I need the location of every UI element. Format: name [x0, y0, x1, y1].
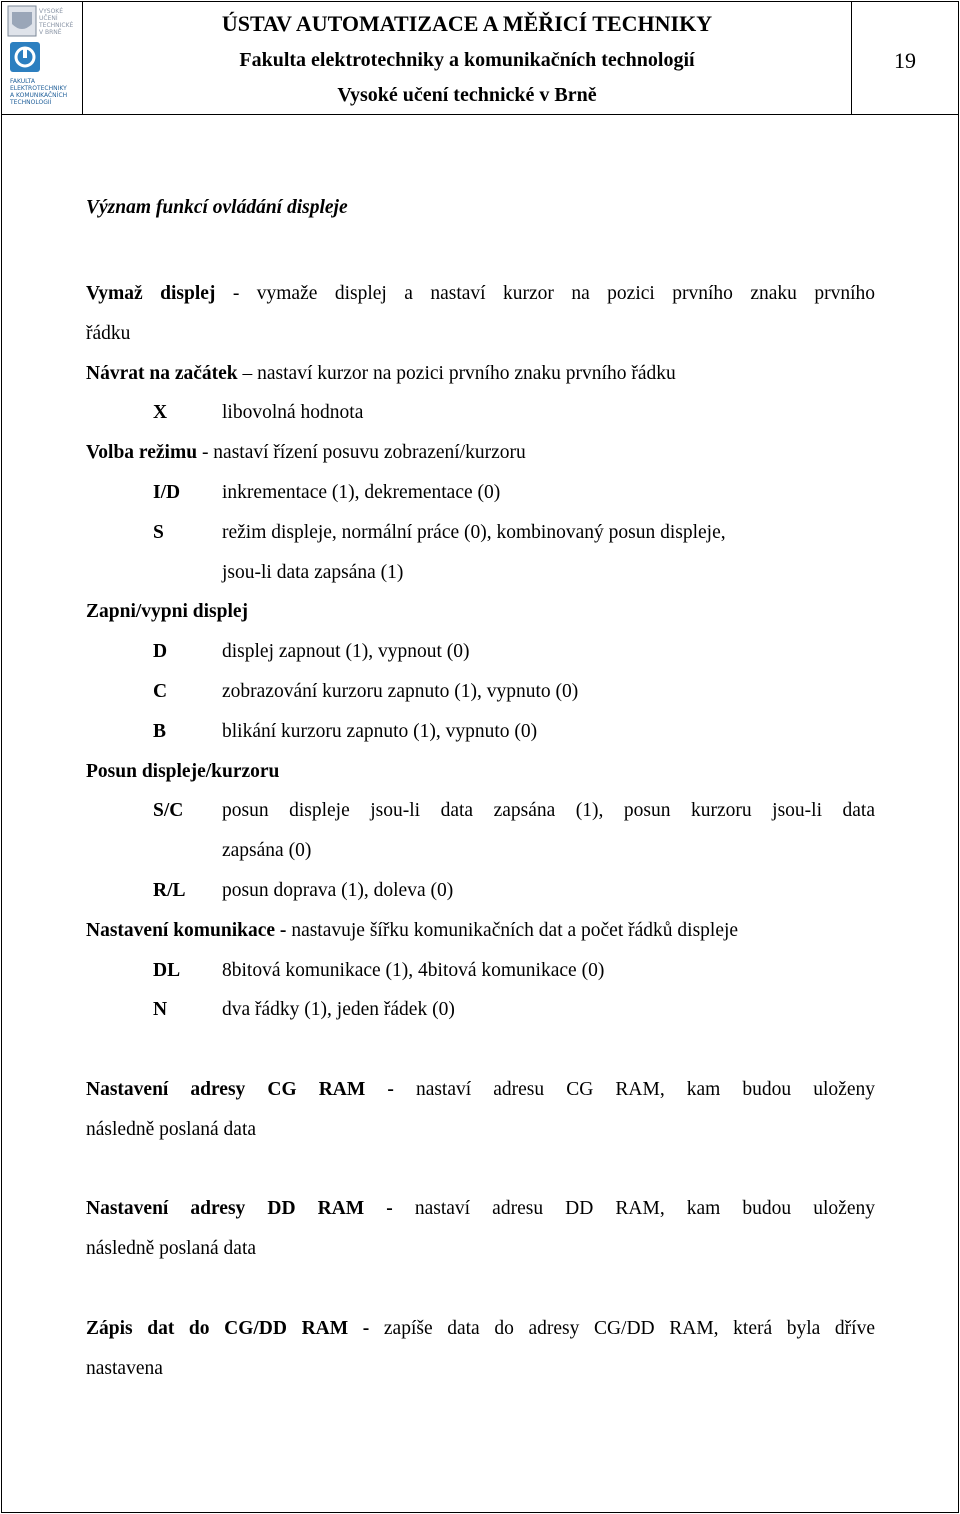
term-entry-mode: Volba režimu [86, 442, 198, 463]
text-write-data: zapíše data do adresy CG/DD RAM, která byla dříve [369, 1318, 876, 1339]
param-description-cont: zapsána (0) [222, 840, 312, 861]
university-name: Vysoké učení technické v Brně [337, 84, 597, 106]
text-return-home: – nastaví kurzor na pozici prvního znaku prvního řádku [237, 363, 676, 384]
param-description: libovolná hodnota [222, 402, 364, 423]
term-clear-display: Vymaž displej [86, 283, 216, 304]
param-symbol: DL [153, 960, 181, 981]
university-logo-icon [2, 2, 80, 114]
term-function-set: Nastavení komunikace - [86, 920, 287, 941]
page-number: 19 [894, 48, 916, 73]
param-symbol: B [153, 721, 167, 742]
text-function-set: nastavuje šířku komunikačních dat a počet řádků displeje [286, 920, 739, 941]
param-symbol: I/D [153, 482, 181, 503]
term-cgram-address: Nastavení adresy CG RAM - [86, 1079, 394, 1100]
param-description-cont: jsou-li data zapsána (1) [222, 562, 404, 583]
paragraph-return-home [86, 360, 676, 388]
institute-name: ÚSTAV AUTOMATIZACE A MĚŘICÍ TECHNIKY [221, 11, 713, 36]
logo-text-vut-2: UČENÍ [39, 15, 58, 22]
text-ddram-address-cont: následně poslaná data [86, 1238, 257, 1259]
param-description: posun displeje jsou-li data zapsána (1), posun kurzoru jsou-li data [222, 800, 875, 821]
term-ddram-address: Nastavení adresy DD RAM - [86, 1198, 393, 1219]
text-clear-display: - vymaže displej a nastaví kurzor na pozici prvního znaku prvního [215, 283, 875, 304]
page-header [2, 2, 958, 116]
param-symbol: X [153, 402, 168, 423]
param-symbol: D [153, 641, 168, 662]
text-ddram-address: nastaví adresu DD RAM, kam budou uloženy [392, 1198, 875, 1219]
param-description: inkrementace (1), dekrementace (0) [222, 482, 501, 503]
text-cgram-address: nastaví adresu CG RAM, kam budou uloženy [393, 1079, 875, 1100]
logo-text-vut-4: V BRNĚ [39, 29, 62, 36]
term-display-shift: Posun displeje/kurzoru [86, 761, 280, 782]
paragraph-cgram-address [86, 1076, 875, 1104]
paragraph-write-data [86, 1315, 875, 1343]
logo-text-feec-1: FAKULTA [10, 78, 35, 85]
param-description: blikání kurzoru zapnuto (1), vypnuto (0) [222, 721, 538, 742]
logo-text-feec-3: A KOMUNIKAČNÍCH [10, 92, 68, 99]
param-description: režim displeje, normální práce (0), kombinovaný posun displeje, [222, 522, 726, 543]
term-display-onoff: Zapni/vypni displej [86, 601, 249, 622]
term-return-home: Návrat na začátek [86, 363, 238, 384]
header-divider [2, 114, 958, 115]
param-symbol: N [153, 999, 168, 1020]
text-write-data-cont: nastavena [86, 1358, 163, 1379]
text-entry-mode: - nastaví řízení posuvu zobrazení/kurzoru [197, 442, 526, 463]
param-symbol: R/L [153, 880, 186, 901]
logo-text-vut-3: TECHNICKÉ [39, 22, 74, 29]
text-cgram-address-cont: následně poslaná data [86, 1119, 257, 1140]
page-frame [1, 1, 959, 1513]
param-description: 8bitová komunikace (1), 4bitová komunikace (0) [222, 960, 605, 981]
paragraph-function-set [86, 917, 738, 945]
param-description: zobrazování kurzoru zapnuto (1), vypnuto (0) [222, 681, 579, 702]
param-description: displej zapnout (1), vypnout (0) [222, 641, 470, 662]
section-title: Význam funkcí ovládání displeje [86, 197, 348, 218]
logo-text-feec-4: TECHNOLOGIÍ [10, 99, 52, 106]
paragraph-ddram-address [86, 1195, 875, 1223]
param-symbol: S [153, 522, 164, 543]
param-description: dva řádky (1), jeden řádek (0) [222, 999, 455, 1020]
paragraph-clear-display [86, 280, 875, 308]
param-description: posun doprava (1), doleva (0) [222, 880, 454, 901]
logo-text-feec-2: ELEKTROTECHNIKY [10, 85, 67, 92]
header-divider [82, 2, 83, 114]
text-clear-display-cont: řádku [86, 323, 131, 344]
term-write-data: Zápis dat do CG/DD RAM - [86, 1318, 370, 1339]
logo-text-vut-1: VYSOKÉ [39, 8, 64, 15]
faculty-name: Fakulta elektrotechniky a komunikačních technologií [239, 49, 695, 71]
paragraph-entry-mode [86, 439, 526, 467]
param-symbol: S/C [153, 800, 184, 821]
param-symbol: C [153, 681, 168, 702]
